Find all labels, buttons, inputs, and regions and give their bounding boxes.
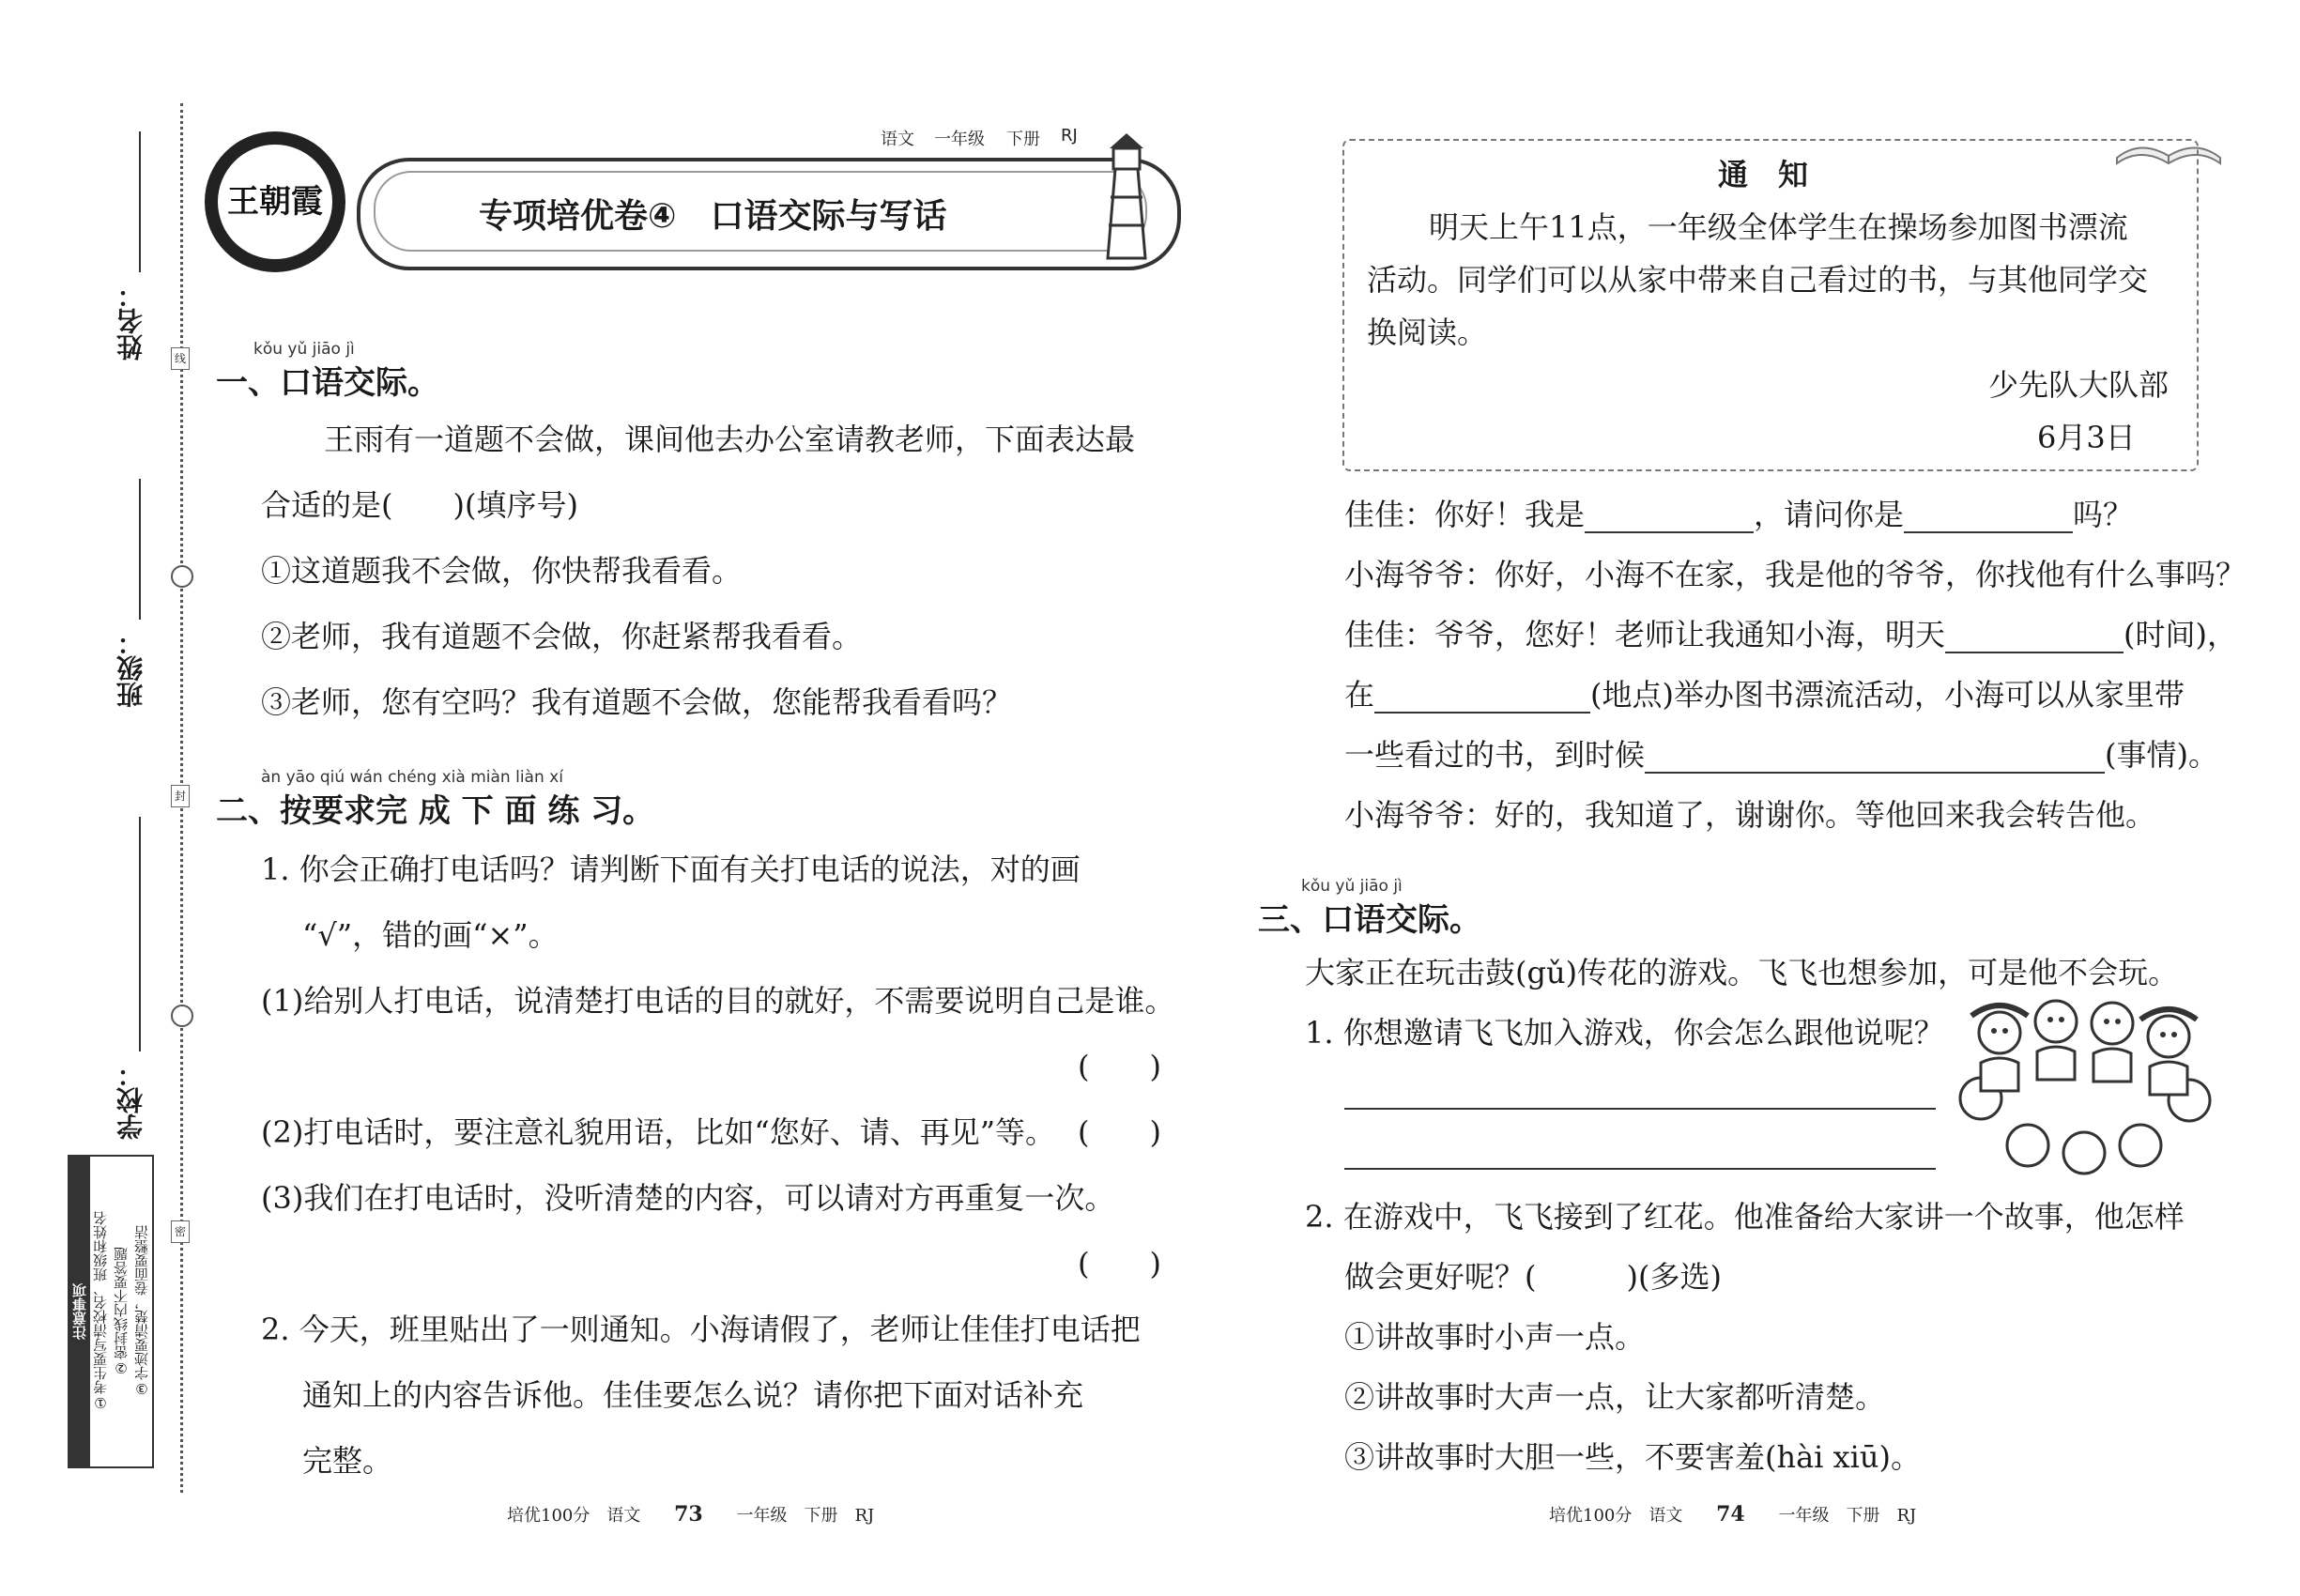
notice-item: ①考生要写清校名、班级和姓名 (92, 1211, 109, 1412)
answer-line-2[interactable] (1344, 1168, 1936, 1170)
notice-line3: 换阅读。 (1367, 315, 1488, 350)
dialog-line1-b: ，请问你是 (1754, 497, 1905, 532)
section2-statement2: (2)打电话时，要注意礼貌用语，比如“您好、请、再见”等。 (261, 1114, 1056, 1150)
dialog-line3-a: 佳佳：爷爷，您好！老师让我通知小海，明天 (1344, 617, 1946, 652)
children-playing-illustration (1943, 995, 2225, 1183)
footer-left (507, 1502, 874, 1527)
section2-q2-line1: 2. 今天，班里贴出了一则通知。小海请假了，老师让佳佳打电话把 (261, 1312, 1141, 1347)
section1-title: 一、口语交际。 (216, 364, 439, 402)
fill-blank-your-name[interactable] (1904, 503, 2073, 533)
section2-statement1: (1)给别人打电话，说清楚打电话的目的就好，不需要说明自己是谁。 (261, 983, 1175, 1019)
tick-seal: 封 (171, 785, 190, 807)
footer-left-prefix: 培优100分 语文 (507, 1506, 641, 1526)
dialog-line3-b: (时间)， (2124, 617, 2237, 652)
section3-pinyin: kǒu yǔ jiāo jì (1301, 877, 1403, 896)
tick-secret: 密 (171, 1220, 190, 1243)
notice-items-title: 注意事项 (69, 1157, 90, 1466)
school-line (139, 817, 141, 1051)
fill-blank-place[interactable] (1374, 683, 1590, 714)
notice-line2: 活动。同学们可以从家中带来自己看过的书，与其他同学交 (1367, 262, 2149, 298)
binding-hole (171, 565, 193, 588)
section3-title: 三、口语交际。 (1258, 901, 1481, 939)
dialog-line6: 小海爷爷：好的，我知道了，谢谢你。等他回来我会转告他。 (1344, 797, 2156, 833)
section2-title: 二、按要求完 成 下 面 练 习。 (216, 792, 655, 830)
dialog-line1 (1344, 496, 2133, 533)
dialog-line5-b: (事情)。 (2105, 737, 2218, 773)
footer-right-prefix: 培优100分 语文 (1549, 1506, 1683, 1526)
class-label: 班级： (115, 629, 146, 708)
dialog-line4 (1344, 676, 2185, 714)
lighthouse-icon (1080, 131, 1173, 263)
dialog-line4-b: (地点)举办图书漂流活动，小海可以从家里带 (1590, 677, 2185, 713)
section3-option1: ①讲故事时小声一点。 (1344, 1319, 1646, 1355)
notice-title: 通 知 (1718, 157, 1809, 192)
section2-statement3: (3)我们在打电话时，没听清楚的内容，可以请对方再重复一次。 (261, 1180, 1115, 1216)
section2-q2-line3: 完整。 (302, 1443, 393, 1479)
section3-q1: 1. 你想邀请飞飞加入游戏，你会怎么跟他说呢？ (1305, 1015, 1944, 1051)
section3-intro: 大家正在玩击鼓(gǔ)传花的游戏。飞飞也想参加，可是他不会玩。 (1305, 955, 2179, 990)
tag-grade: 一年级 (934, 130, 985, 149)
dialog-line3 (1344, 616, 2237, 653)
fill-blank-task[interactable] (1645, 744, 2105, 774)
notice-item: ②密封线内不要答题 (113, 1247, 130, 1376)
section2-q2-line2: 通知上的内容告诉他。佳佳要怎么说？请你把下面对话补充 (302, 1377, 1084, 1413)
page-title: 专项培优卷④ 口语交际与写话 (479, 197, 947, 236)
class-line (139, 479, 141, 620)
notice-item: ③字迹要清楚，卷面要整洁 (133, 1225, 150, 1398)
dialog-line5-a: 一些看过的书，到时候 (1344, 737, 1646, 773)
dialog-line4-a: 在 (1344, 677, 1375, 713)
answer-paren-3: ( ) (1078, 1246, 1161, 1281)
fill-blank-time[interactable] (1945, 623, 2124, 653)
school-label: 学校： (115, 1061, 146, 1140)
footer-right (1549, 1502, 1916, 1527)
answer-paren-2: ( ) (1078, 1114, 1161, 1150)
section1-option2: ②老师，我有道题不会做，你赶紧帮我看看。 (261, 619, 863, 654)
notice-signer: 少先队大队部 (1988, 367, 2170, 403)
notice-date: 6月3日 (2037, 420, 2136, 455)
section3-q2-line2: 做会更好呢？( )(多选) (1344, 1259, 1722, 1295)
section3-q2-line1: 2. 在游戏中，飞飞接到了红花。他准备给大家讲一个故事，他怎样 (1305, 1199, 2185, 1235)
section2-q1-line1: 1. 你会正确打电话吗？请判断下面有关打电话的说法，对的画 (261, 852, 1081, 887)
fill-blank-my-name[interactable] (1585, 503, 1754, 533)
notice-items-box (68, 1155, 154, 1468)
answer-line-1[interactable] (1344, 1108, 1936, 1110)
section1-pinyin: kǒu yǔ jiāo jì (253, 340, 355, 359)
dialog-line5 (1344, 736, 2218, 774)
name-line (139, 131, 141, 272)
dialog-line2: 小海爷爷：你好，小海不在家，我是他的爷爷，你找他有什么事吗？ (1344, 557, 2246, 592)
footer-right-suffix: 一年级 下册 RJ (1778, 1506, 1917, 1526)
section1-option1: ①这道题我不会做，你快帮我看看。 (261, 553, 743, 589)
dialog-line1-c: 吗？ (2073, 497, 2134, 532)
section3-option2: ②讲故事时大声一点，让大家都听清楚。 (1344, 1379, 1886, 1415)
notice-line1: 明天上午11点，一年级全体学生在操场参加图书漂流 (1429, 209, 2128, 245)
footer-right-page: 74 (1716, 1502, 1745, 1527)
tag-subject: 语文 (881, 130, 914, 149)
footer-left-page: 73 (674, 1502, 703, 1527)
brand-logo-text: 王朝霞 (218, 145, 332, 259)
footer-left-suffix: 一年级 下册 RJ (736, 1506, 875, 1526)
section2-pinyin: àn yāo qiú wán chéng xià miàn liàn xí (261, 768, 563, 787)
section1-option3: ③老师，您有空吗？我有道题不会做，您能帮我看看吗？ (261, 684, 1013, 720)
answer-paren-1: ( ) (1078, 1049, 1161, 1084)
tick-line: 线 (171, 347, 190, 370)
dialog-line1-a: 佳佳：你好！我是 (1344, 497, 1586, 532)
section3-option3: ③讲故事时大胆一些，不要害羞(hài xiū)。 (1344, 1439, 1921, 1475)
name-label: 姓名： (115, 282, 146, 361)
section1-question-line2: 合适的是( )(填序号) (261, 487, 578, 523)
binding-hole (171, 1005, 193, 1027)
section2-q1-line2: “√”，错的画“×”。 (302, 917, 559, 953)
section1-question-line1: 王雨有一道题不会做，课间他去办公室请教老师，下面表达最 (324, 422, 1136, 457)
tag-volume: 下册 (1006, 130, 1040, 149)
tag-edition: RJ (1061, 126, 1078, 146)
